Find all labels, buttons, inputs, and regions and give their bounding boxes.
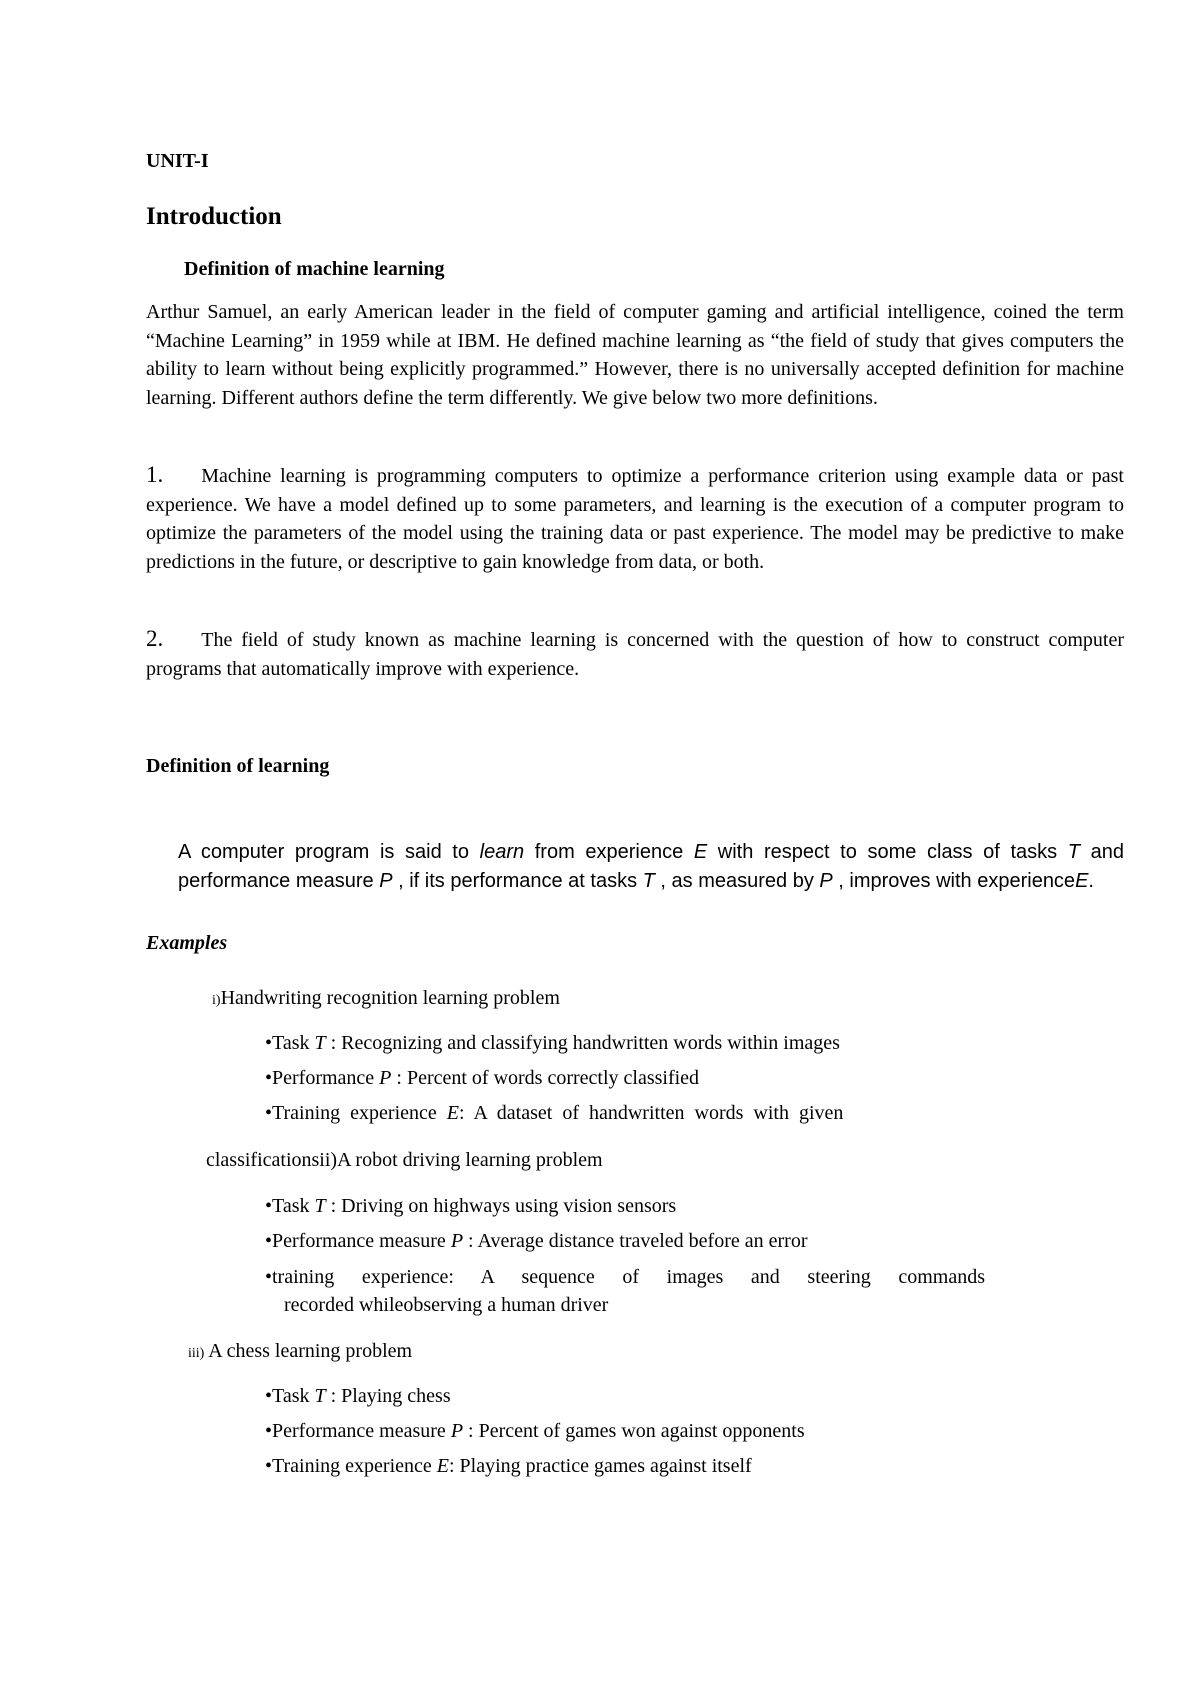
bullet-text: : Playing chess <box>325 1385 451 1407</box>
bullet-label: •Task <box>265 1385 315 1407</box>
example-3-title-text: A chess learning problem <box>204 1340 413 1362</box>
example-1-title <box>212 984 560 1015</box>
examples-heading: Examples <box>146 932 228 954</box>
bullet-label: •Performance measure <box>265 1230 451 1252</box>
variable-e: E <box>1075 870 1089 892</box>
example-1-performance <box>265 1064 699 1092</box>
definition-1-number: 1. <box>146 462 164 487</box>
section-heading-learning-definition: Definition of learning <box>146 755 330 777</box>
variable-t: T <box>314 1385 326 1407</box>
bullet-label: •Task <box>265 1032 315 1054</box>
example-3-performance <box>265 1417 805 1445</box>
unit-label: UNIT-I <box>146 150 209 172</box>
variable-e: E <box>693 841 708 863</box>
bullet-text: : Percent of games won against opponents <box>463 1420 805 1442</box>
text-span: , if its performance at tasks <box>392 870 643 892</box>
variable-t: T <box>642 870 655 892</box>
bullet-label: •Training experience <box>265 1102 447 1124</box>
example-2-performance <box>265 1227 807 1255</box>
example-3-task <box>265 1382 451 1410</box>
example-3-training <box>265 1452 752 1480</box>
page-title: Introduction <box>146 203 282 230</box>
variable-p: P <box>379 1067 392 1089</box>
section-heading-ml-definition: Definition of machine learning <box>184 258 445 280</box>
text-span: with respect to some class of tasks <box>707 841 1068 863</box>
variable-e: E <box>446 1102 459 1124</box>
text-span: . <box>1088 870 1094 892</box>
definition-2 <box>146 625 1124 683</box>
example-1-numeral: i) <box>212 993 221 1008</box>
example-1-title-text: Handwriting recognition learning problem <box>220 987 560 1009</box>
bullet-text: : A dataset of handwritten words with given <box>459 1102 844 1124</box>
variable-t: T <box>1067 841 1080 863</box>
example-1-task <box>265 1029 840 1057</box>
variable-e: E <box>436 1455 449 1477</box>
example-3-numeral: iii) <box>188 1346 205 1361</box>
learn-word: learn <box>479 841 525 863</box>
variable-p: P <box>379 870 393 892</box>
example-1-training <box>265 1099 843 1127</box>
example-2-lead: classificationsii) <box>206 1149 338 1171</box>
example-2-title-text: A robot driving learning problem <box>337 1149 603 1171</box>
bullet-label: •Training experience <box>265 1455 437 1477</box>
learning-definition-paragraph <box>178 838 1124 896</box>
bullet-text: : Average distance traveled before an error <box>463 1230 808 1252</box>
example-3-title <box>188 1337 412 1368</box>
definition-2-text: The field of study known as machine learning is concerned with the question of how to construct computer programs that automatically improve with experience. <box>146 629 1124 680</box>
bullet-label: •Task <box>265 1195 315 1217</box>
variable-p: P <box>819 870 833 892</box>
example-2-training-line2: recorded whileobserving a human driver <box>284 1294 609 1316</box>
bullet-text: : Driving on highways using vision sensors <box>325 1195 677 1217</box>
text-span: from experience <box>524 841 694 863</box>
variable-p: P <box>450 1230 464 1252</box>
example-2-title <box>206 1146 603 1174</box>
bullet-text: : Recognizing and classifying handwritten words within images <box>325 1032 840 1054</box>
variable-p: P <box>450 1420 464 1442</box>
text-span: , improves with experience <box>832 870 1076 892</box>
text-span: , as measured by <box>654 870 820 892</box>
text-span: and performance measure <box>178 841 1124 892</box>
definition-2-number: 2. <box>146 626 164 651</box>
example-2-training-line1: •training experience: A sequence of images and steering commands <box>265 1266 985 1288</box>
bullet-label: •Performance <box>265 1067 380 1089</box>
example-2-task <box>265 1192 676 1220</box>
text-span: A computer program is said to <box>178 841 480 863</box>
variable-t: T <box>314 1032 326 1054</box>
bullet-text: : Percent of words correctly classified <box>391 1067 700 1089</box>
definition-1 <box>146 461 1124 576</box>
bullet-text: : Playing practice games against itself <box>449 1455 752 1477</box>
bullet-label: •Performance measure <box>265 1420 451 1442</box>
intro-paragraph: Arthur Samuel, an early American leader in the field of computer gaming and artificial intelligence, coined the term “Machine Learning” in 1959 while at IBM. He defined machine learning as “the field of study that gives computers the ability to learn without being explicitly programmed.” However, there is no universally accepted definition for machine learning. Different authors define the term differently. We give below two more definitions. <box>146 301 1124 409</box>
variable-t: T <box>314 1195 326 1217</box>
definition-1-text: Machine learning is programming computers to optimize a performance criterion using example data or past experience. We have a model defined up to some parameters, and learning is the execution of a computer program to optimize the parameters of the model using the training data or past experience. The model may be predictive to make predictions in the future, or descriptive to gain knowledge from data, or both. <box>146 465 1124 573</box>
